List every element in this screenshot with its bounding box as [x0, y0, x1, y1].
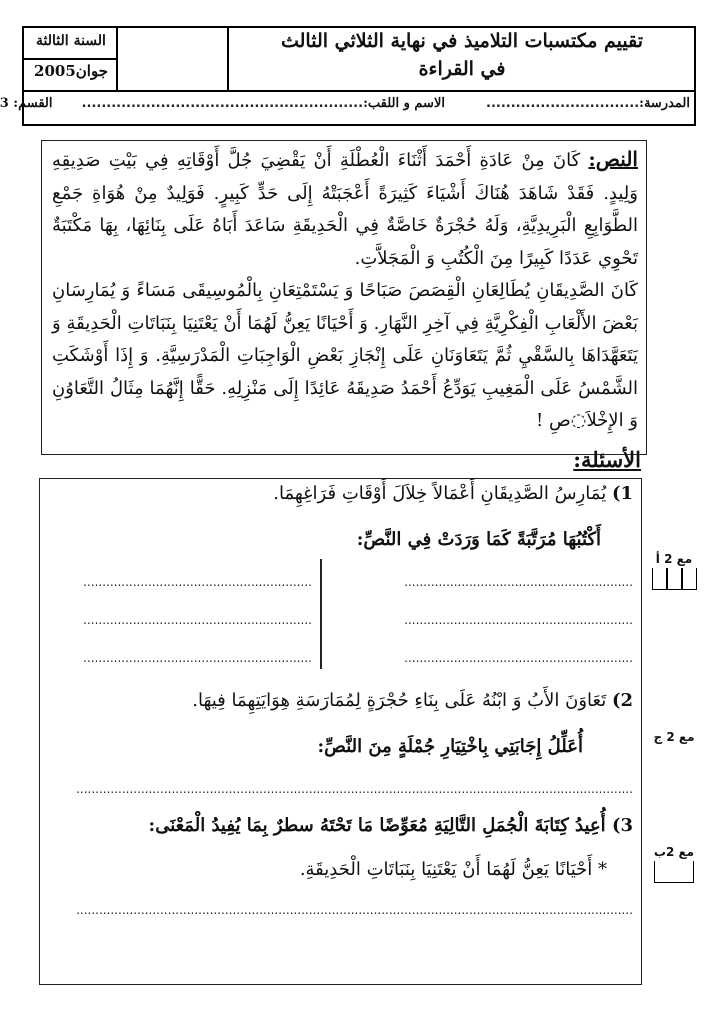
exam-title: تقييم مكتسبات التلاميذ في نهاية الثلاثي الثالث [281, 30, 644, 52]
criterion-2: مع 2 ج [654, 730, 696, 744]
question-2: 2) تَعَاوَنَ الأَبُ وَ ابْنُهُ عَلَى بِنَاءِ حُجْرَةٍ لِمُمَارَسَةِ هِوَايَتِهِمَا فِيهَا. [193, 690, 634, 711]
answer-line[interactable]: ............................................................ [84, 575, 313, 589]
exam-date: جوان2005 [35, 62, 109, 80]
score-box[interactable] [653, 568, 668, 590]
paragraph-2: كَانَ الصَّدِيقَانِ يُطَالِعَانِ الْقِصَصَ صَبَاحًا وَ يَسْتَمْتِعَانِ بِالْمُوسِيقَى مَسَاءً وَ يُمَارِسَانِ بَعْضَ الأَلْعَابِ الْفِكْرِيَّةِ فِي آخِرِ النَّهَارِ. وَ أَحْيَانًا يَعِنُّ لَهُمَا أَنْ يَعْتَنِيَا بِنَبَاتَاتِ الْحَدِيقَةِ وَ يَتَعَهَّدَاهَا بِالسَّقْيِ ثُمَّ يَتَعَاوَنَانِ عَلَى إِنْجَازِ بَعْضِ الْوَاجِبَاتِ الْمَدْرَسِيَّةِ. وَ إِذَا أَوْشَكَتِ الشَّمْسُ عَلَى الْمَغِيبِ يَوَدِّعُ أَحْمَدُ صَدِيقَهُ عَائِدًا إِلَى مَنْزِلِهِ. حَقًّا إِنَّهُمَا مِثَالُ التَّعَاوُنِ وَ الإِخْلاَ◌صِ ! [53, 280, 639, 431]
reading-text-box [42, 140, 648, 455]
student-info-row [0, 96, 691, 120]
criterion-3: مع 2ب [645, 845, 705, 887]
question-2-instruction: أُعَلِّلُ إِجَابَتِي بِاخْتِيَارِ جُمْلَةٍ مِنَ النَّصِّ: [318, 736, 584, 757]
year-level: السنة الثالثة [37, 33, 107, 49]
answer-line[interactable]: ............................................................ [84, 651, 313, 665]
school-field[interactable]: ............................... [487, 96, 641, 111]
header-table [0, 26, 697, 126]
name-label: الاسم و اللقب: [364, 96, 446, 111]
score-box[interactable] [668, 568, 683, 590]
name-field[interactable]: ......................................................... [82, 96, 365, 111]
answer-line[interactable]: ............................................................ [405, 613, 634, 627]
answer-line[interactable]: .................................................................................................................................................. [77, 782, 634, 796]
school-label: المدرسة: [640, 96, 691, 111]
score-box[interactable] [683, 568, 698, 590]
question-1-instruction: أَكْتُبُهَا مُرَتَّبَةً كَمَا وَرَدَتْ فِي النَّصِّ: [357, 529, 602, 550]
criterion-1: مع 2 أ [645, 552, 705, 594]
text-heading: النص: [589, 147, 639, 171]
questions-heading: الأسئلة: [574, 447, 642, 472]
paragraph-1: النص: كَانَ مِنْ عَادَةِ أَحْمَدَ أَثْنَاءَ الْعُطْلَةِ أَنْ يَقْضِيَ جُلَّ أَوْقَاتِهِ فِي بَيْتِ صَدِيقِهِ وَلِيدٍ. فَقَدْ شَاهَدَ هُنَاكَ أَشْيَاءَ كَثِيرَةً أَعْجَبَتْهُ إِلَى حَدٍّ كَبِيرٍ. فَوَلِيدٌ مِنْ هُوَاةِ جَمْعِ الطَّوَابِعِ الْبَرِيدِيَّةِ، وَلَهُ حُجْرَةٌ خَاصَّةٌ فِي الْحَدِيقَةِ سَاعَدَ أَبَاهُ عَلَى بِنَائِهَا، بِهَا مَكْتَبَةٌ تَحْوِي عَدَدًا كَبِيرًا مِنَ الْكُتُبِ وَ الْمَجَلاَّتِ. [53, 147, 639, 269]
answer-line[interactable]: ............................................................ [405, 651, 634, 665]
header-divider [25, 90, 695, 92]
header-divider [228, 28, 230, 90]
header-divider [117, 28, 119, 90]
column-divider [321, 559, 323, 669]
questions-box [40, 478, 643, 985]
question-3: 3) أُعِيدُ كِتَابَةَ الْجُمَلِ التَّالِيَةِ مُعَوِّضًا مَا تَحْتَهُ سطرٌ بِمَا يُفِيدُ الْمَعْنَى: [149, 815, 634, 836]
exam-subject: في القراءة [419, 58, 507, 80]
question-1: 1) يُمَارِسُ الصَّدِيقَانِ أَعْمَالاً خِلاَلَ أَوْقَاتِ فَرَاغِهِمَا. [274, 483, 634, 504]
answer-line[interactable]: ............................................................ [405, 575, 634, 589]
class-label[interactable]: القسم: 3 [0, 96, 54, 111]
question-3-item: * أَحْيَانًا يَعِنُّ لَهُمَا أَنْ يَعْتَنِيَا بِنَبَاتَاتِ الْحَدِيقَةِ. [300, 859, 608, 880]
answer-line[interactable]: ............................................................ [84, 613, 313, 627]
header-divider [25, 58, 117, 60]
score-box[interactable] [655, 861, 695, 883]
answer-line[interactable]: .................................................................................................................................................. [77, 903, 634, 917]
